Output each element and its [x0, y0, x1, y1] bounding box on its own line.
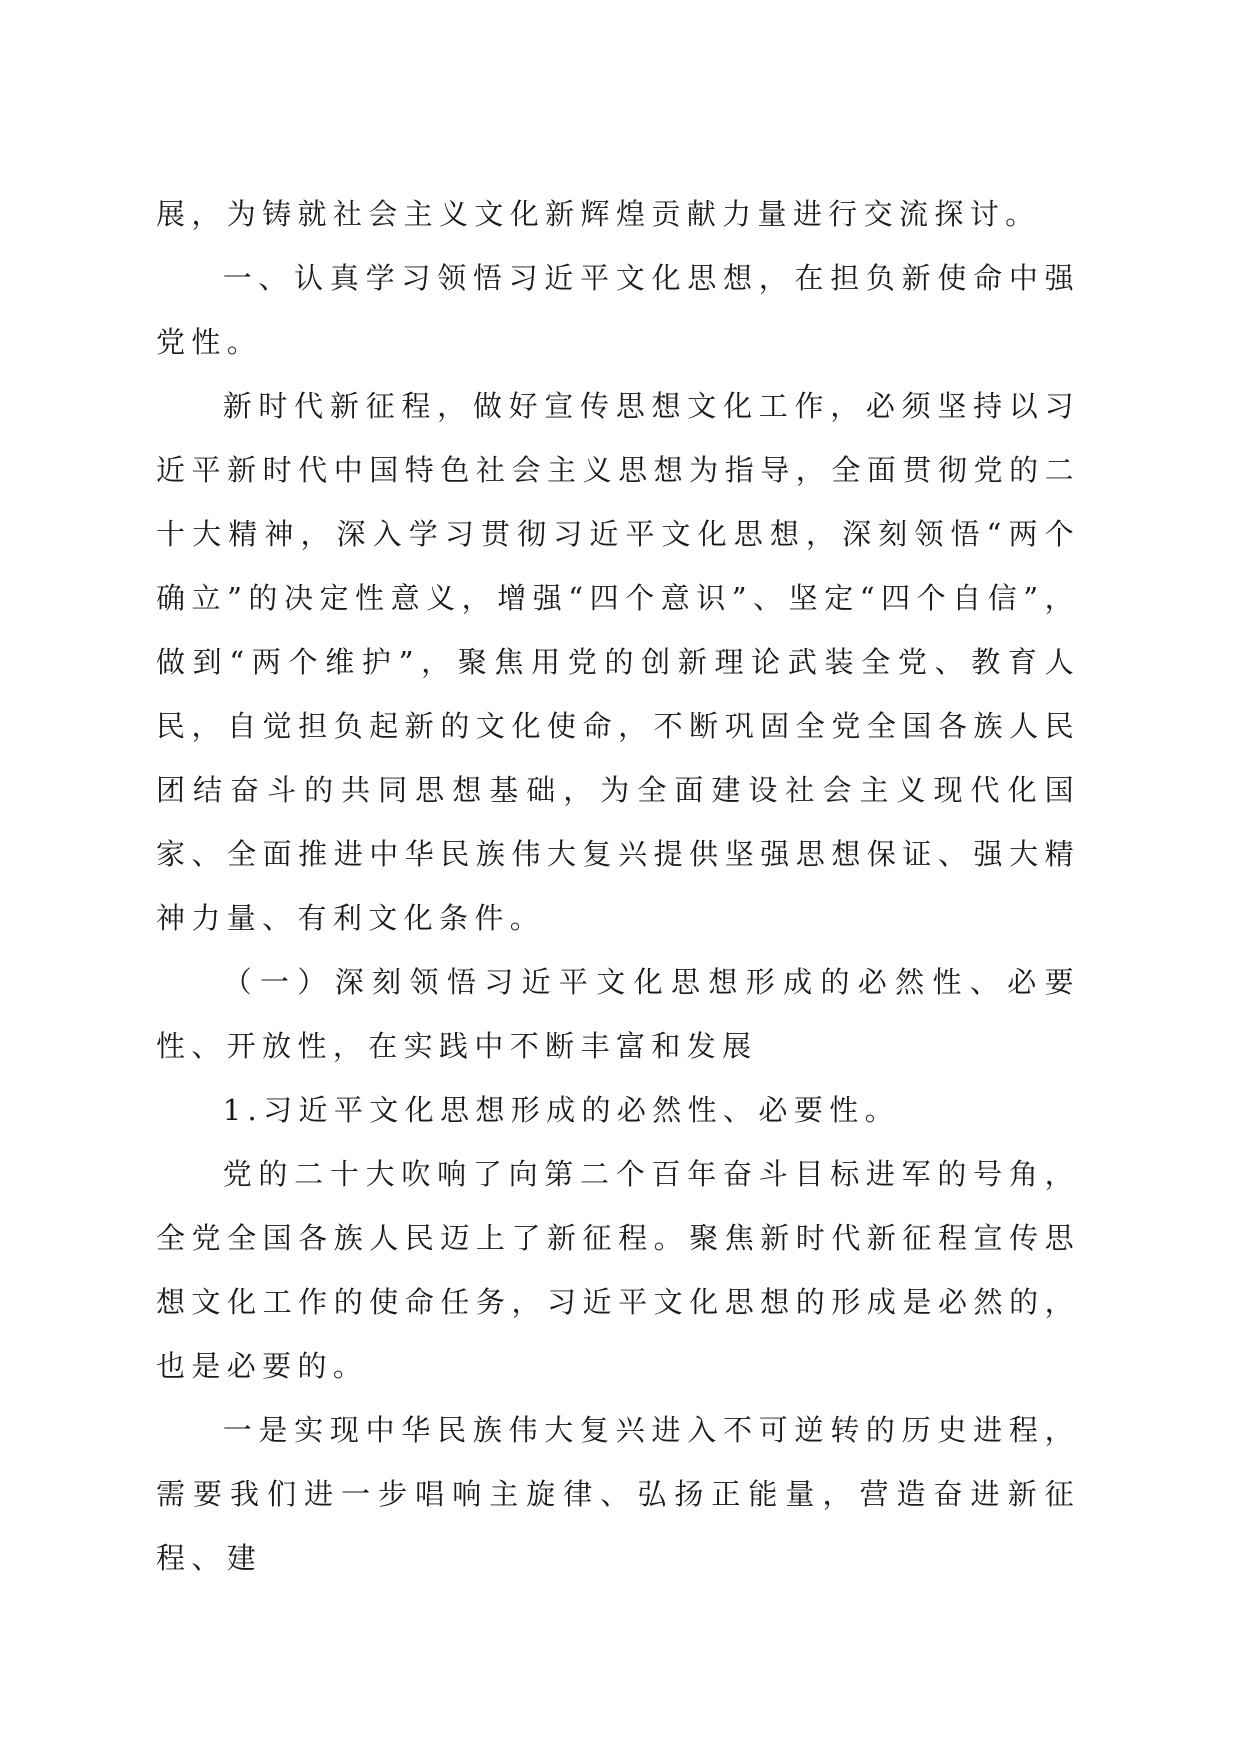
paragraph-body: 一是实现中华民族伟大复兴进入不可逆转的历史进程，需要我们进一步唱响主旋律、弘扬正能量，营造奋进新征程、建: [156, 1413, 1080, 1575]
document-page: [156, 182, 1080, 1590]
section-heading-1: 一、认真学习领悟习近平文化思想，在担负新使命中强党性。: [156, 261, 1080, 359]
point-heading-1: 1.习近平文化思想形成的必然性、必要性。: [222, 1093, 900, 1127]
paragraph-continuation: 展，为铸就社会主义文化新辉煌贡献力量进行交流探讨。: [156, 197, 1041, 231]
paragraph-body: 新时代新征程，做好宣传思想文化工作，必须坚持以习近平新时代中国特色社会主义思想为指导，全面贯彻党的二十大精神，深入学习贯彻习近平文化思想，深刻领悟“两个确立”的决定性意义，增强“四个意识”、坚定“四个自信”，做到“两个维护”，聚焦用党的创新理论武装全党、教育人民，自觉担负起新的文化使命，不断巩固全党全国各族人民团结奋斗的共同思想基础，为全面建设社会主义现代化国家、全面推进中华民族伟大复兴提供坚强思想保证、强大精神力量、有利文化条件。: [156, 389, 1080, 935]
subsection-heading-1: （一）深刻领悟习近平文化思想形成的必然性、必要性、开放性，在实践中不断丰富和发展: [156, 965, 1080, 1063]
paragraph-body: 党的二十大吹响了向第二个百年奋斗目标进军的号角，全党全国各族人民迈上了新征程。聚焦新时代新征程宣传思想文化工作的使命任务，习近平文化思想的形成是必然的，也是必要的。: [156, 1157, 1080, 1383]
